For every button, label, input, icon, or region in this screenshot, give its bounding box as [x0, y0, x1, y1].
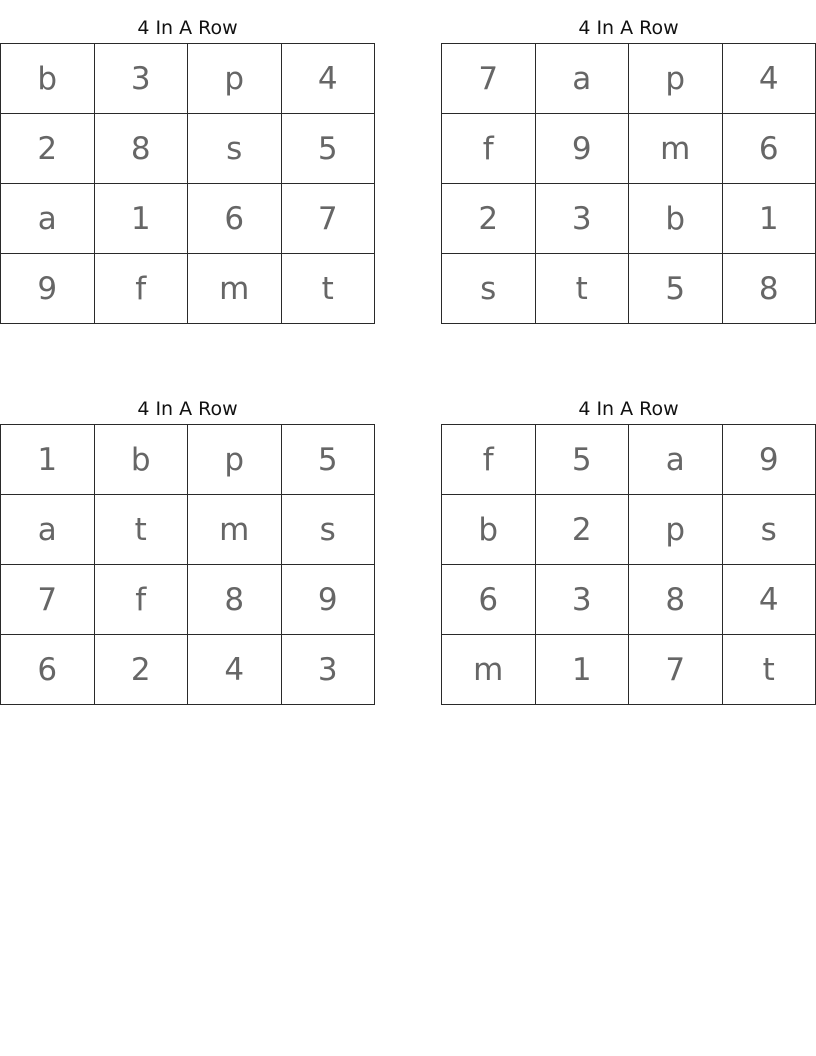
grid-cell: 4: [722, 565, 816, 635]
grid-cell: 3: [94, 44, 188, 114]
grid-cell: 5: [281, 425, 375, 495]
card-grid: [441, 43, 816, 324]
grid-cell: 4: [188, 635, 282, 705]
card-title: 4 In A Row: [137, 17, 238, 39]
grid-cell: 6: [1, 635, 95, 705]
grid-cell: a: [1, 184, 95, 254]
grid-row: [442, 184, 816, 254]
grid-cell: m: [629, 114, 723, 184]
grid-cell: 1: [94, 184, 188, 254]
grid-cell: 7: [281, 184, 375, 254]
grid-cell: 9: [722, 425, 816, 495]
grid-cell: s: [281, 495, 375, 565]
grid-row: [1, 495, 375, 565]
grid-cell: s: [442, 254, 536, 324]
grid-row: [442, 635, 816, 705]
grid-cell: 7: [629, 635, 723, 705]
grid-cell: 8: [188, 565, 282, 635]
grid-cell: 7: [1, 565, 95, 635]
grid-cell: 4: [722, 44, 816, 114]
grid-cell: a: [1, 495, 95, 565]
grid-cell: 5: [535, 425, 629, 495]
grid-cell: 3: [535, 565, 629, 635]
grid-cell: b: [442, 495, 536, 565]
grid-cell: 3: [281, 635, 375, 705]
card-grid: [0, 43, 375, 324]
grid-cell: t: [281, 254, 375, 324]
card-title: 4 In A Row: [578, 17, 679, 39]
grid-cell: m: [188, 495, 282, 565]
grid-row: [442, 565, 816, 635]
grid-cell: 2: [1, 114, 95, 184]
grid-cell: f: [442, 425, 536, 495]
grid-cell: s: [722, 495, 816, 565]
grid-cell: 2: [442, 184, 536, 254]
grid-cell: 9: [1, 254, 95, 324]
grid-row: [1, 254, 375, 324]
grid-cell: b: [1, 44, 95, 114]
grid-cell: a: [535, 44, 629, 114]
card-title: 4 In A Row: [137, 398, 238, 420]
grid-row: [442, 44, 816, 114]
grid-cell: 9: [281, 565, 375, 635]
grid-row: [442, 254, 816, 324]
grid-cell: t: [94, 495, 188, 565]
grid-row: [1, 635, 375, 705]
grid-cell: 7: [442, 44, 536, 114]
grid-cell: 6: [722, 114, 816, 184]
grid-cell: 8: [94, 114, 188, 184]
grid-cell: a: [629, 425, 723, 495]
grid-row: [1, 425, 375, 495]
grid-cell: f: [94, 254, 188, 324]
grid-row: [442, 425, 816, 495]
grid-cell: b: [94, 425, 188, 495]
card-grid: [0, 424, 375, 705]
grid-row: [1, 114, 375, 184]
grid-cell: m: [188, 254, 282, 324]
grid-row: [1, 184, 375, 254]
grid-cell: 1: [722, 184, 816, 254]
grid-cell: 5: [629, 254, 723, 324]
grid-row: [1, 565, 375, 635]
grid-row: [442, 495, 816, 565]
grid-cell: p: [629, 495, 723, 565]
grid-cell: m: [442, 635, 536, 705]
grid-cell: 8: [629, 565, 723, 635]
grid-cell: s: [188, 114, 282, 184]
grid-cell: p: [188, 44, 282, 114]
grid-cell: f: [94, 565, 188, 635]
grid-cell: b: [629, 184, 723, 254]
grid-cell: t: [535, 254, 629, 324]
grid-cell: p: [629, 44, 723, 114]
card-title: 4 In A Row: [578, 398, 679, 420]
grid-cell: 6: [188, 184, 282, 254]
card-grid: [441, 424, 816, 705]
grid-cell: 1: [1, 425, 95, 495]
grid-row: [442, 114, 816, 184]
grid-cell: f: [442, 114, 536, 184]
grid-cell: 5: [281, 114, 375, 184]
grid-cell: p: [188, 425, 282, 495]
grid-cell: 6: [442, 565, 536, 635]
grid-cell: 8: [722, 254, 816, 324]
grid-cell: 1: [535, 635, 629, 705]
grid-cell: 4: [281, 44, 375, 114]
grid-cell: 9: [535, 114, 629, 184]
grid-cell: 3: [535, 184, 629, 254]
grid-row: [1, 44, 375, 114]
grid-cell: t: [722, 635, 816, 705]
grid-cell: 2: [535, 495, 629, 565]
grid-cell: 2: [94, 635, 188, 705]
